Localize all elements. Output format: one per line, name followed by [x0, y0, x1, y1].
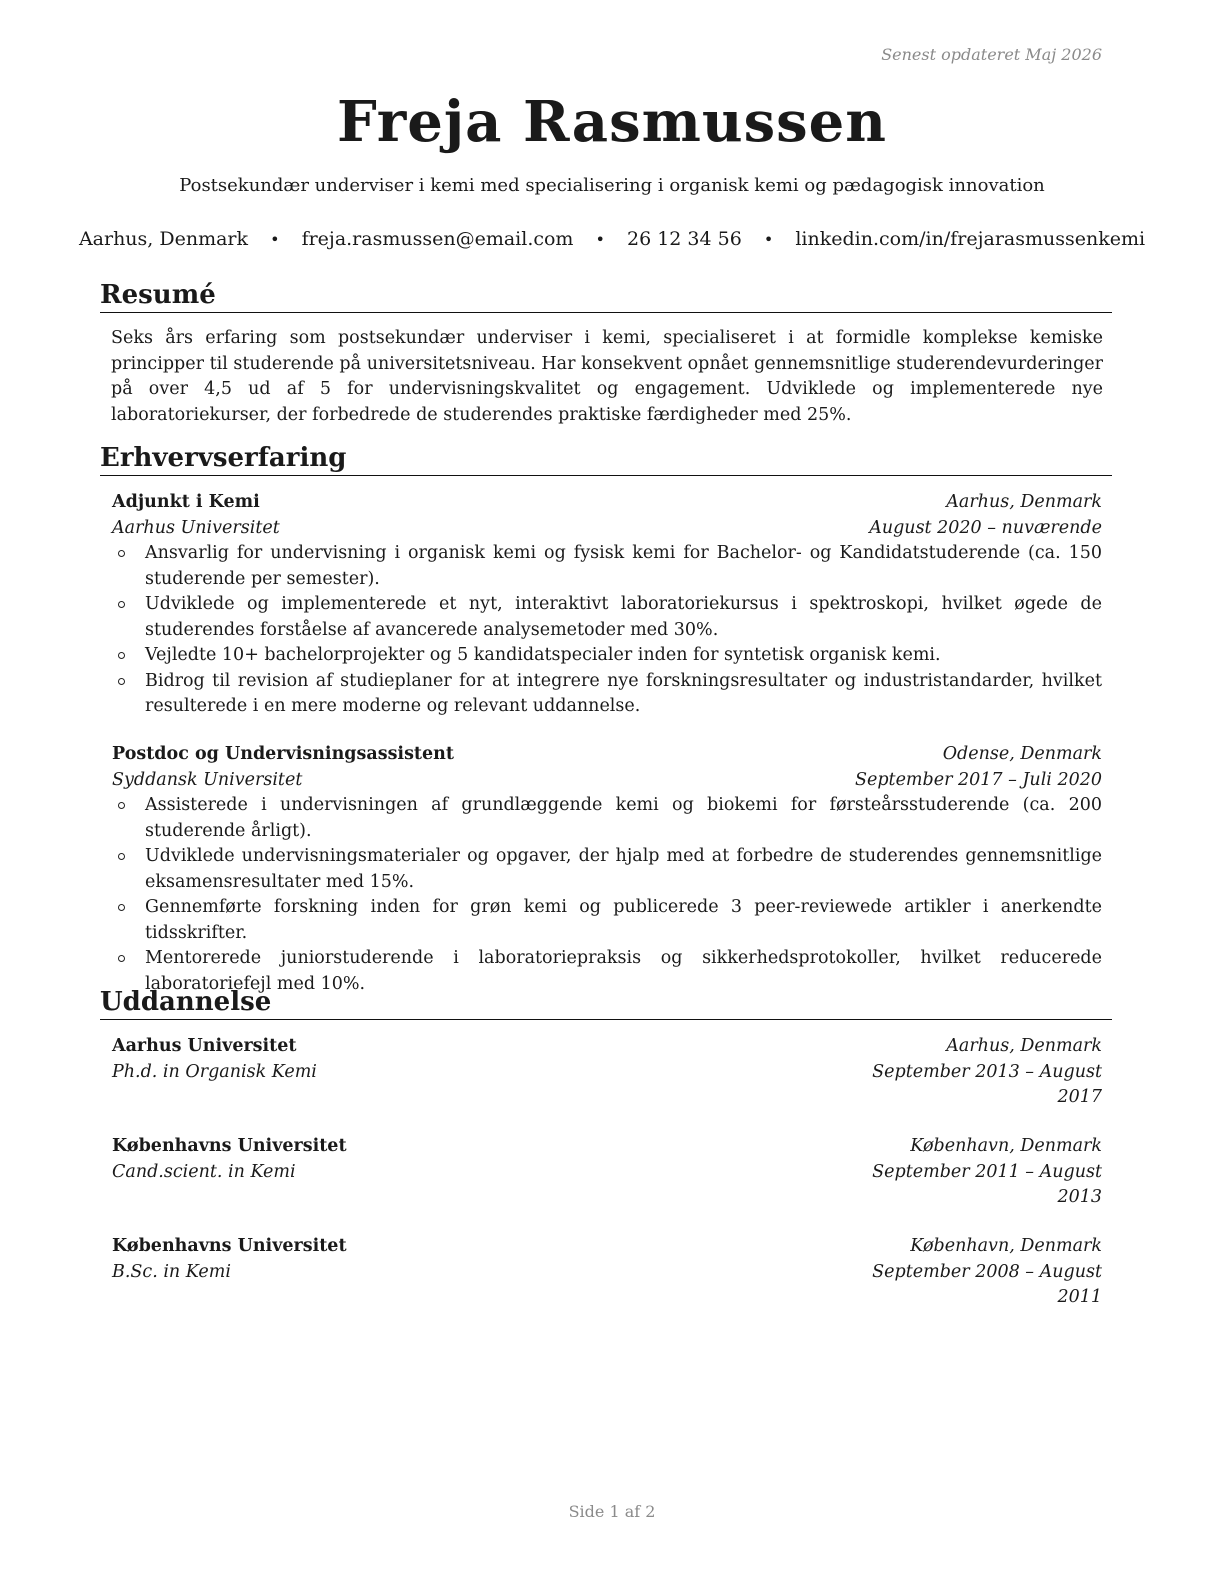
- bullet-separator: •: [595, 230, 605, 249]
- section-title-education: Uddannelse: [100, 987, 1112, 1020]
- experience-entry: [112, 490, 1102, 720]
- degree: B.Sc. in Kemi: [112, 1261, 231, 1282]
- school-name: Københavns Universitet: [112, 1136, 347, 1156]
- job-dates: September 2017 – Juli 2020: [854, 769, 1102, 790]
- list-item: Mentorerede juniorstuderende i laboratoriepraksis og sikkerhedsprotokoller, hvilket reducerede laboratoriefejl med 10%.: [112, 946, 1102, 997]
- education-dates: September 2008 – August 2011: [872, 1261, 1102, 1307]
- last-updated: Senest opdateret Maj 2026: [881, 45, 1102, 64]
- job-location: Aarhus, Denmark: [946, 492, 1102, 512]
- list-item: Udviklede og implementerede et nyt, interaktivt laboratoriekursus i spektroskopi, hvilket øgede de studerendes forståelse af avancerede analysemetoder med 30%.: [112, 592, 1102, 643]
- employer: Syddansk Universitet: [112, 769, 303, 790]
- list-item: Gennemførte forskning inden for grøn kemi og publicerede 3 peer-reviewede artikler i anerkendte tidsskrifter.: [112, 895, 1102, 946]
- job-title: Postdoc og Undervisningsassistent: [112, 744, 454, 764]
- education-dates: September 2013 – August 2017: [872, 1061, 1102, 1107]
- page-number: Side 1 af 2: [568, 1502, 656, 1521]
- education-entry: [112, 1234, 1102, 1311]
- degree: Ph.d. in Organisk Kemi: [112, 1061, 317, 1082]
- job-title: Adjunkt i Kemi: [112, 492, 260, 512]
- education-entry: [112, 1134, 1102, 1211]
- contact-phone: 26 12 34 56: [627, 228, 742, 250]
- school-location: København, Denmark: [910, 1136, 1102, 1156]
- list-item: Assisterede i undervisningen af grundlæggende kemi og biokemi for førsteårsstuderende (ca. 200 studerende årligt).: [112, 793, 1102, 844]
- school-location: København, Denmark: [910, 1236, 1102, 1256]
- job-dates: August 2020 – nuværende: [869, 517, 1102, 538]
- list-item: Ansvarlig for undervisning i organisk kemi og fysisk kemi for Bachelor- og Kandidatstuderende (ca. 150 studerende per semester).: [112, 541, 1102, 592]
- section-title-experience: Erhvervserfaring: [100, 443, 1112, 476]
- school-location: Aarhus, Denmark: [946, 1036, 1102, 1056]
- list-item: Bidrog til revision af studieplaner for at integrere nye forskningsresultater og industristandarder, hvilket resulterede i en mere moderne og relevant uddannelse.: [112, 669, 1102, 720]
- headline: Postsekundær underviser i kemi med specialisering i organisk kemi og pædagogisk innovation: [179, 175, 1045, 196]
- contact-email[interactable]: freja.rasmussen@email.com: [301, 228, 574, 250]
- school-name: Aarhus Universitet: [112, 1036, 297, 1056]
- page-title: Freja Rasmussen: [337, 89, 887, 155]
- bullet-separator: •: [270, 230, 280, 249]
- job-bullets: [112, 793, 1102, 997]
- education-dates: September 2011 – August 2013: [872, 1161, 1102, 1207]
- list-item: Vejledte 10+ bachelorprojekter og 5 kandidatspecialer inden for syntetisk organisk kemi.: [112, 643, 1102, 669]
- job-bullets: [112, 541, 1102, 720]
- summary-text: Seks års erfaring som postsekundær underviser i kemi, specialiseret i at formidle komplekse kemiske principper til studerende på universitetsniveau. Har konsekvent opnået gennemsnitlige studerendevurderinger på over 4,5 ud af 5 for undervisningskvalitet og engagement. Udviklede og implementerede nye laboratoriekurser, der forbedrede de studerendes praktiske færdigheder med 25%.: [111, 328, 1103, 425]
- job-location: Odense, Denmark: [942, 744, 1102, 764]
- school-name: Københavns Universitet: [112, 1236, 347, 1256]
- contact-line: [0, 228, 1224, 250]
- experience-entry: [112, 742, 1102, 997]
- list-item: Udviklede undervisningsmaterialer og opgaver, der hjalp med at forbedre de studerendes gennemsnitlige eksamensresultater med 15%.: [112, 844, 1102, 895]
- degree: Cand.scient. in Kemi: [112, 1161, 296, 1182]
- employer: Aarhus Universitet: [112, 517, 280, 538]
- bullet-separator: •: [763, 230, 774, 249]
- education-entry: [112, 1034, 1102, 1111]
- section-title-summary: Resumé: [100, 280, 1112, 313]
- contact-linkedin[interactable]: linkedin.com/in/frejarasmussenkemi: [795, 228, 1146, 250]
- contact-location: Aarhus, Denmark: [78, 228, 249, 250]
